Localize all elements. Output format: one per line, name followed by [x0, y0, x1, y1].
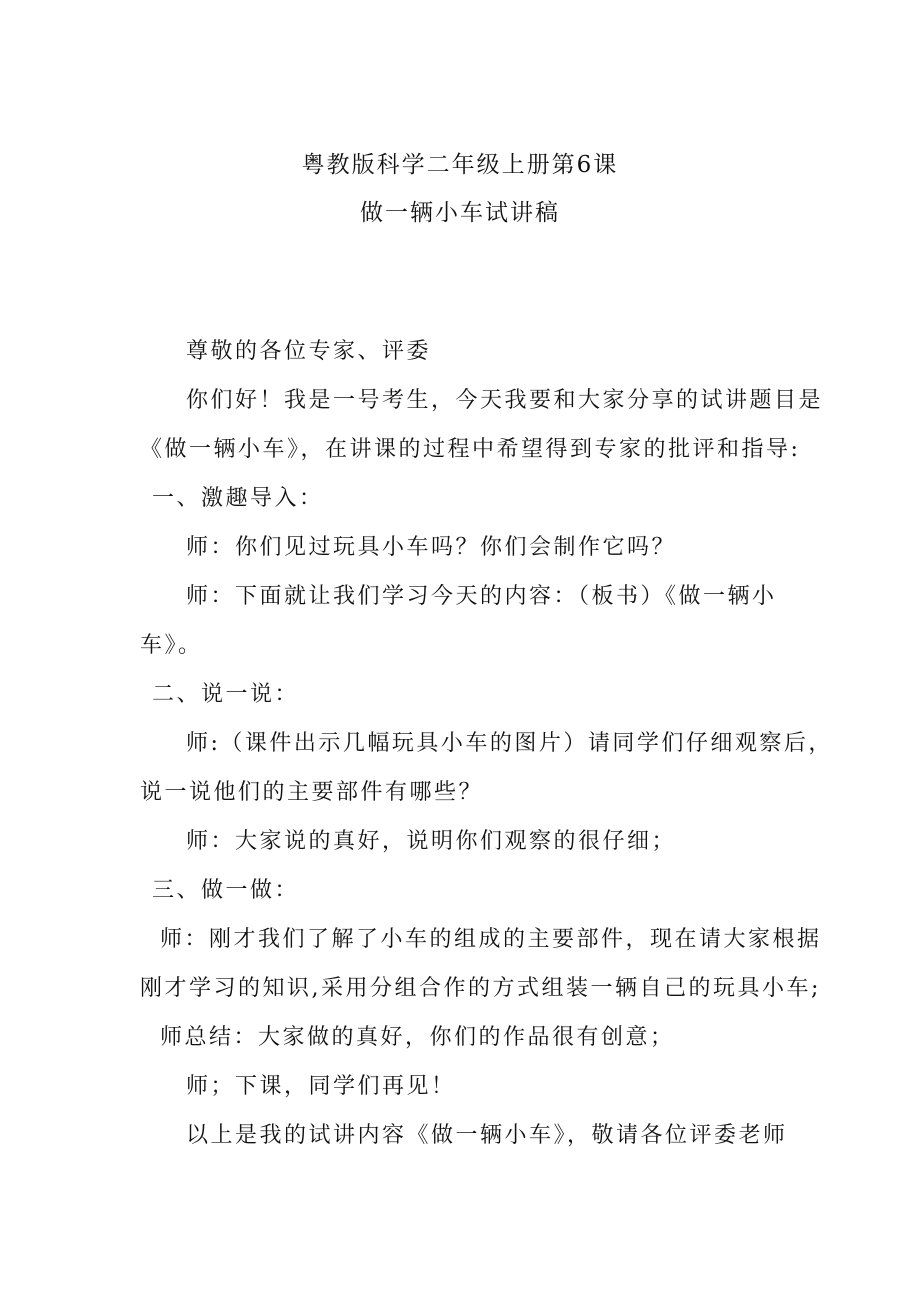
paragraph-line: 师:（课件出示几幅玩具小车的图片）请同学们仔细观察后， [186, 731, 833, 756]
paragraph-line: 师；下课，同学们再见！ [186, 1074, 456, 1099]
section-heading: 三、做一做： [152, 878, 300, 903]
paragraph-line: 师：大家说的真好，说明你们观察的很仔细； [186, 829, 677, 854]
section-heading: 一、激趣导入： [152, 486, 324, 511]
paragraph-line: 刚才学习的知识,采用分组合作的方式组装一辆自己的玩具小车; [140, 976, 821, 1001]
section-heading: 二、说一说： [152, 682, 300, 707]
paragraph-line: 你们好！我是一号考生，今天我要和大家分享的试讲题目是 [186, 388, 824, 413]
paragraph-line: 车》。 [140, 633, 203, 658]
paragraph-line: 师：你们见过玩具小车吗？你们会制作它吗？ [186, 535, 677, 560]
paragraph-line: 师：刚才我们了解了小车的组成的主要部件，现在请大家根据 [160, 927, 822, 952]
paragraph-line: 说一说他们的主要部件有哪些？ [140, 780, 484, 805]
document-title: 粤教版科学二年级上册第6课 [301, 152, 619, 178]
paragraph-line: 师：下面就让我们学习今天的内容：（板书）《做一辆小 [186, 584, 777, 609]
greeting-line: 尊敬的各位专家、评委 [186, 339, 432, 364]
paragraph-line: 师总结：大家做的真好，你们的作品很有创意； [160, 1025, 675, 1050]
document-subtitle: 做一辆小车试讲稿 [360, 200, 560, 226]
paragraph-line: 《做一辆小车》，在讲课的过程中希望得到专家的批评和指导: [140, 437, 801, 462]
paragraph-line: 以上是我的试讲内容《做一辆小车》，敬请各位评委老师 [186, 1123, 788, 1148]
